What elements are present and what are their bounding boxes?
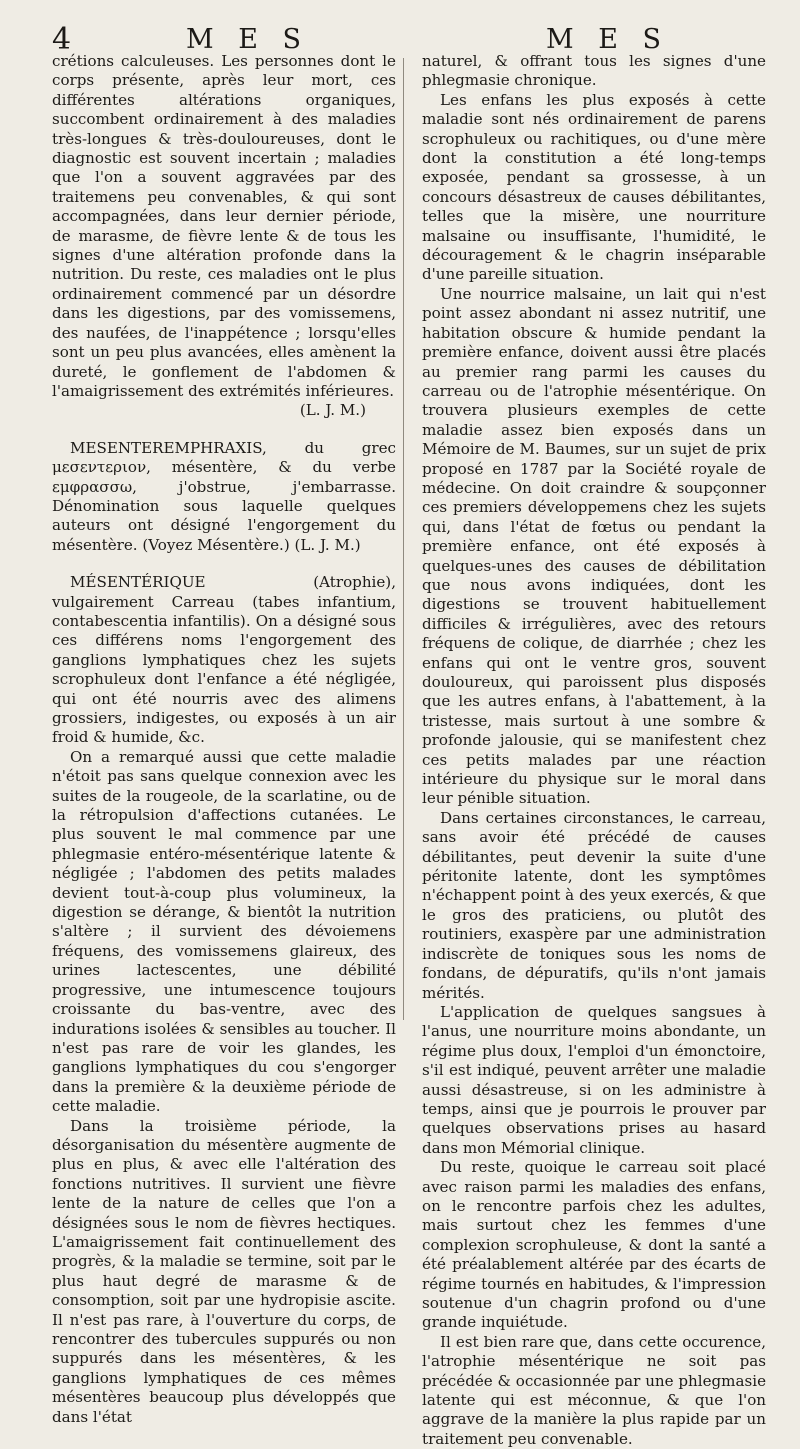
running-head-left: M E S: [186, 24, 310, 55]
entry-mesenteremphraxis: MESENTEREMPHRAXIS, du grec μεσεντεριον, mésentère, & du verbe εμφρασσω, j'obstrue, j'embarrasse. Dénomination sous laquelle quelques auteurs ont désigné l'engorgement du mésentère. (Voyez Mésentère.) (L. J. M.): [52, 438, 396, 554]
paragraph: Dans la troisième période, la désorganisation du mésentère augmente de plus en plus, & avec elle l'altération des fonctions nutritives. Il survient une fièvre lente de la nature de celles que l'on a désignées sous le nom de fièvres hectiques. L'amaigrissement fait continuellement des progrès, & la maladie se termine, soit par le plus haut degré de marasme & de consomption, soit par une hydropisie ascite. Il n'est pas rare, à l'ouverture du corps, de rencontrer des tubercules suppurés ou non suppurés dans les mésentères, & les ganglions lymphatiques de ces mêmes mésentères beaucoup plus développés que dans l'état: [52, 1116, 396, 1426]
paragraph: Du reste, quoique le carreau soit placé avec raison parmi les maladies des enfans, on le rencontre parfois chez les adultes, mais surtout chez les femmes d'une complexion scrophuleuse, & dont la santé a été préalablement altérée par des écarts de régime tournés en habitudes, & l'impression soutenue d'un chagrin profond ou d'une grande inquiétude.: [422, 1158, 766, 1332]
paragraph: L'application de quelques sangsues à l'anus, une nourriture moins abondante, un régime plus doux, l'emploi d'un émonctoire, s'il est indiqué, peuvent arrêter une maladie aussi désastreuse, si on les administre à temps, ainsi que je pourrois le prouver par quelques observations prises au hasard dans mon Mémorial clinique.: [422, 1002, 766, 1157]
paragraph: naturel, & offrant tous les signes d'une phlegmasie chronique.: [422, 52, 766, 90]
paragraph: Les enfans les plus exposés à cette maladie sont nés ordinairement de parens scrophuleux ou rachitiques, ou d'une mère dont la constitution a été long-temps exposée, pendant sa grossesse, à un concours désastreux de causes débilitantes, telles que la misère, une nourriture malsaine ou insuffisante, l'humidité, le découragement & le chagrin inséparable d'une pareille situation.: [422, 90, 766, 284]
paragraph: crétions calculeuses. Les personnes dont le corps présente, après leur mort, ces différentes altérations organiques, succombent ordinairement à des maladies très-longues & très-douloureuses, dont le diagnostic est souvent incertain ; maladies que l'on a souvent aggravées par des traitemens peu convenables, & qui sont accompagnées, dans leur dernier période, de marasme, de fièvre lente & de tous les signes d'une altération profonde dans la nutrition. Du reste, ces maladies ont le plus ordinairement commencé par un désordre dans les digestions, par des vomissemens, des naufées, de l'inappétence ; lorsqu'elles sont un peu plus avancées, elles amènent la dureté, le gonflement de l'abdomen & l'amaigrissement des extrémités inférieures.: [52, 52, 396, 400]
paragraph: Dans certaines circonstances, le carreau, sans avoir été précédé de causes débilitantes, peut devenir la suite d'une péritonite latente, dont les symptômes n'échappent point à des yeux exercés, & que le gros des praticiens, ou plutôt des routiniers, exaspère par une administration indiscrète de toniques sous les noms de fondans, de dépuratifs, qu'ils n'ont jamais mérités.: [422, 808, 766, 1002]
entry-mesenterique: MÉSENTÉRIQUE (Atrophie), vulgairement Carreau (tabes infantium, contabescentia infantilis). On a désigné sous ces différens noms l'engorgement des ganglions lymphatiques chez les sujets scrophuleux dont l'enfance a été négligée, qui ont été nourris avec des alimens grossiers, indigestes, ou exposés à un air froid & humide, &c.: [52, 573, 396, 747]
paragraph: On a remarqué aussi que cette maladie n'étoit pas sans quelque connexion avec les suites de la rougeole, de la scarlatine, ou de la rétropulsion d'affections cutanées. Le plus souvent le mal commence par une phlegmasie entéro-mésentérique latente & négligée ; l'abdomen des petits malades devient tout-à-coup plus volumineux, la digestion se dérange, & bientôt la nutrition s'altère ; il survient des dévoiemens fréquens, des vomissemens glaireux, des urines lactescentes, une débilité progressive, une intumescence toujours croissante du bas-ventre, avec des indurations isolées & sensibles au toucher. Il n'est pas rare de voir les glandes, les ganglions lymphatiques du cou s'engorger dans la première & la deuxième période de cette maladie.: [52, 747, 396, 1116]
left-column: [52, 52, 396, 1427]
running-head-right: M E S: [546, 24, 670, 55]
paragraph: Une nourrice malsaine, un lait qui n'est point assez abondant ni assez nutritif, une habitation obscure & humide pendant la première enfance, doivent aussi être placés au premier rang parmi les causes du carreau ou de l'atrophie mésentérique. On trouvera plusieurs exemples de cette maladie assez bien exposés dans un Mémoire de M. Baumes, sur un sujet de prix proposé en 1787 par la Société royale de médecine. On doit craindre & soupçonner ces premiers développemens chez les sujets qui, dans l'état de fœtus ou pendant la première enfance, ont été exposés à quelques-unes des causes de débilitation que nous avons indiquées, dont les digestions se trouvent habituellement difficiles & irrégulières, avec des retours fréquens de colique, de diarrhée ; chez les enfans qui ont le ventre gros, souvent douloureux, qui paroissent plus disposés que les autres enfans, à l'abattement, à la tristesse, mais surtout à une sombre & profonde jalousie, qui se manifestent chez ces petits malades par une réaction intérieure du physique sur le moral dans leur pénible situation.: [422, 284, 766, 808]
column-divider: [403, 58, 404, 1020]
author-signature: (L. J. M.): [299, 401, 366, 420]
page-header: [0, 20, 800, 57]
right-column: [422, 52, 766, 1449]
page-number: 4: [52, 22, 72, 57]
paragraph: Il est bien rare que, dans cette occurence, l'atrophie mésentérique ne soit pas précédée & occasionnée par une phlegmasie latente qui est méconnue, & que l'on aggrave de la manière la plus rapide par un traitement peu convenable.: [422, 1332, 766, 1448]
